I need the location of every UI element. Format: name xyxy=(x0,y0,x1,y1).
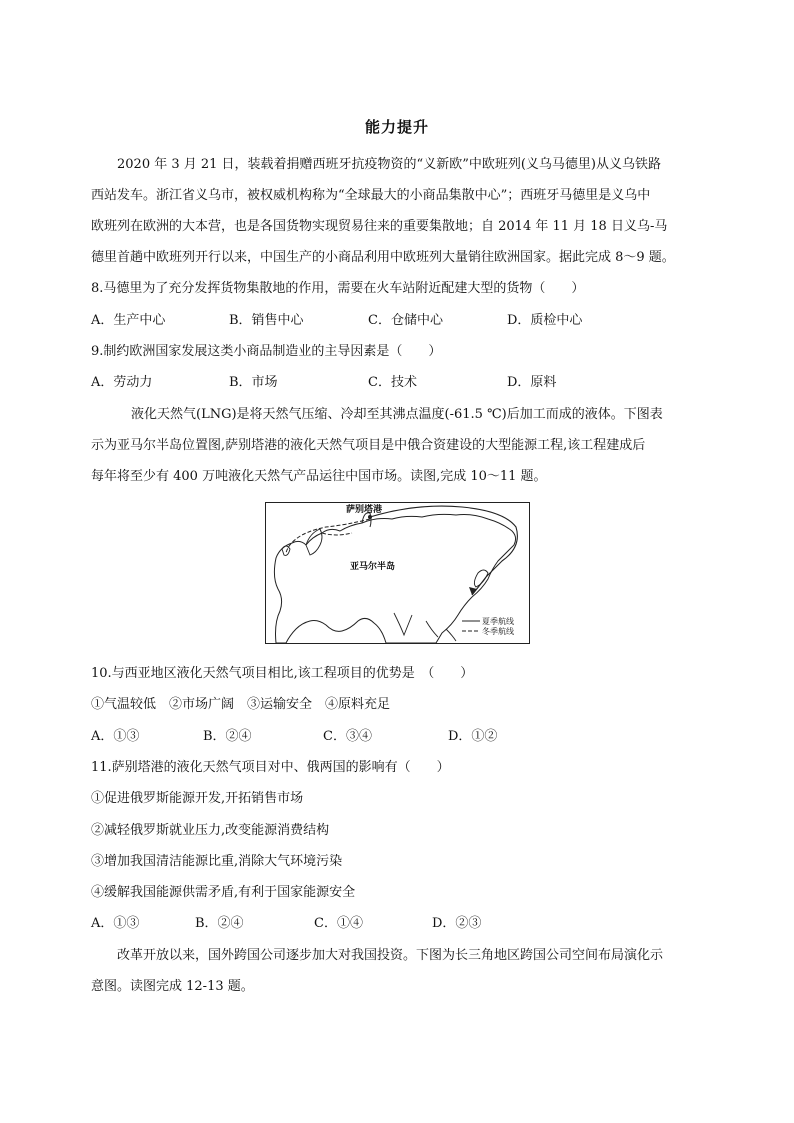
winter-route-europe xyxy=(322,533,352,535)
legend-summer-label: 夏季航线 xyxy=(482,617,514,626)
map-figure xyxy=(266,503,529,643)
port-marker xyxy=(368,515,372,519)
q11-option-a: A．①③ xyxy=(91,916,140,931)
peninsula-label: 亚马尔半岛 xyxy=(350,562,396,572)
q11-option-b: B．②④ xyxy=(195,916,244,931)
q9-option-b: B．市场 xyxy=(229,375,278,390)
passage-2-line: 每年将至少有 400 万吨液化天然气产品运往中国市场。读图,完成 10～11 题。 xyxy=(91,469,547,484)
q8-option-c: C．仓储中心 xyxy=(368,313,443,328)
passage-3-line: 意图。读图完成 12-13 题。 xyxy=(91,979,254,994)
passage-2-line: 液化天然气(LNG)是将天然气压缩、冷却至其沸点温度(-61.5 ℃)后加工而成的液体。下图表 xyxy=(131,407,663,422)
q11-statement: ③增加我国清洁能源比重,消除大气环境污染 xyxy=(91,854,343,869)
yamal-peninsula-map xyxy=(265,502,530,644)
japan xyxy=(474,570,488,587)
passage-1-line: 欧班列在欧洲的大本营，也是各国货物实现贸易往来的重要集散地；自 2014 年 11 月 18 日义乌-马 xyxy=(91,219,668,234)
britain xyxy=(282,546,290,555)
south-asia xyxy=(394,613,412,635)
passage-1-line: 西站发车。浙江省义乌市，被权威机构称为“全球最大的小商品集散中心”；西班牙马德里是义乌中 xyxy=(91,188,651,203)
q11-statement: ②减轻俄罗斯就业压力,改变能源消费结构 xyxy=(91,823,330,838)
q11-statement: ④缓解我国能源供需矛盾,有利于国家能源安全 xyxy=(91,885,356,900)
q10-option-a: A．①③ xyxy=(91,729,140,744)
q10-option-b: B．②④ xyxy=(203,729,252,744)
question-10-stem: 10.与西亚地区液化天然气项目相比,该工程项目的优势是 （ ） xyxy=(91,666,474,681)
question-11-stem: 11.萨别塔港的液化天然气项目对中、俄两国的影响有（ ） xyxy=(91,760,450,775)
q11-option-d: D．②③ xyxy=(432,916,482,931)
q11-statement: ①促进俄罗斯能源开发,开拓销售市场 xyxy=(91,791,304,806)
legend-winter-label: 冬季航线 xyxy=(482,627,514,636)
q10-option-d: D．①② xyxy=(448,729,498,744)
q10-option-c: C．③④ xyxy=(323,729,372,744)
question-10-choices: ①气温较低 ②市场广阔 ③运输安全 ④原料充足 xyxy=(91,697,391,712)
passage-1-line: 德里首趟中欧班列开行以来，中国生产的小商品利用中欧班列大量销往欧洲国家。据此完成 8～9 题。 xyxy=(91,250,675,265)
q8-option-d: D．质检中心 xyxy=(507,313,583,328)
passage-3-line: 改革开放以来，国外跨国公司逐步加大对我国投资。下图为长三角地区跨国公司空间布局演化示 xyxy=(117,948,664,963)
q8-option-a: A．生产中心 xyxy=(91,313,166,328)
eurasia-coastline xyxy=(274,514,515,643)
passage-2-line: 示为亚马尔半岛位置图,萨别塔港的液化天然气项目是中俄合资建设的大型能源工程,该工程建成后 xyxy=(91,438,646,453)
q9-option-d: D．原料 xyxy=(507,375,557,390)
port-label: 萨别塔港 xyxy=(346,505,383,515)
page-title: 能力提升 xyxy=(364,118,429,136)
question-9-stem: 9.制约欧洲国家发展这类小商品制造业的主导因素是（ ） xyxy=(91,344,442,359)
q9-option-c: C．技术 xyxy=(368,375,417,390)
q11-option-c: C．①④ xyxy=(314,916,363,931)
q8-option-b: B．销售中心 xyxy=(229,313,304,328)
q9-option-a: A．劳动力 xyxy=(91,375,153,390)
question-8-stem: 8.马德里为了充分发挥货物集散地的作用，需要在火车站附近配建大型的货物（ ） xyxy=(91,281,585,296)
passage-1-line: 2020 年 3 月 21 日，装载着捐赠西班牙抗疫物资的“义新欧”中欧班列(义乌马德里)从义乌铁路 xyxy=(117,157,661,172)
